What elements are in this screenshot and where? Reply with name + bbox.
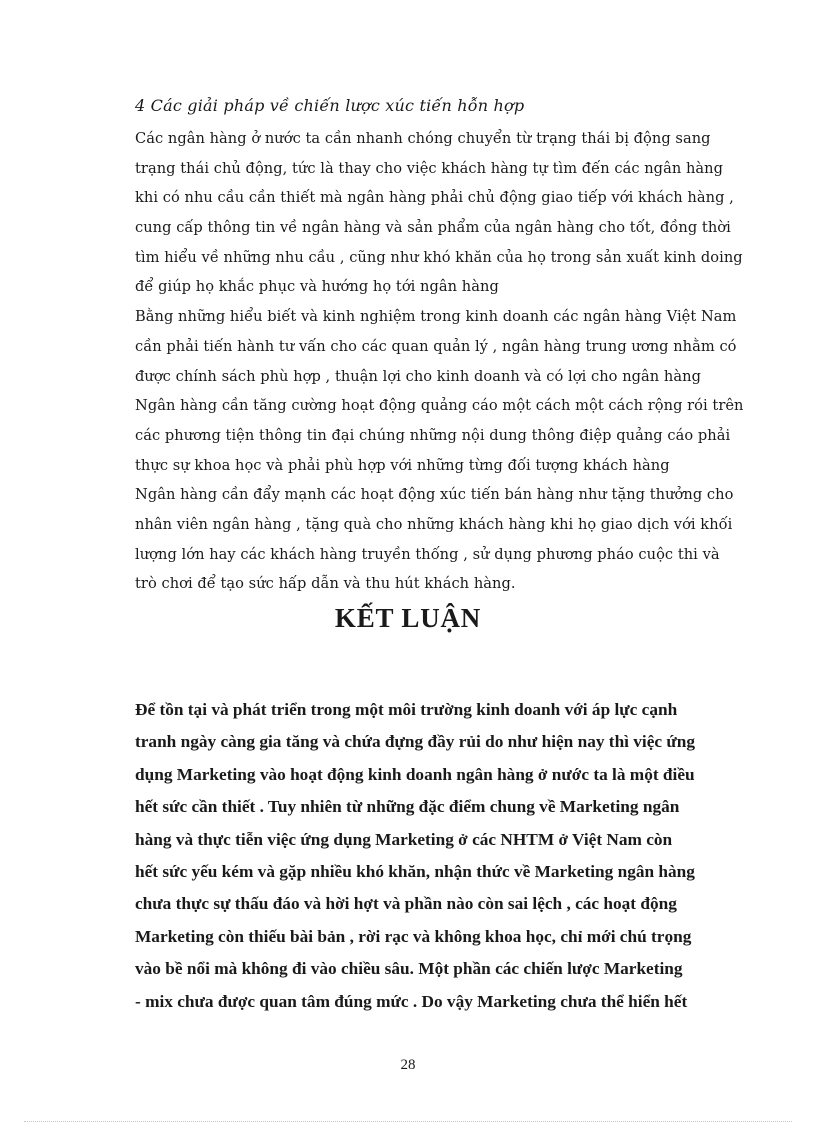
conclusion-title: KẾT LUẬN	[334, 603, 482, 633]
body-line: các phương tiện thông tin đại chúng những nội dung thông điệp quảng cáo phải	[135, 426, 731, 444]
conclusion-text	[135, 694, 720, 1018]
conclusion-line: Marketing còn thiếu bài bản , rời rạc và không khoa học, chỉ mới chú trọng	[135, 926, 692, 946]
conclusion-line: vào bề nổi mà không đi vào chiều sâu. Một phần các chiến lược Marketing	[135, 959, 683, 979]
body-line: để giúp họ khắc phục và hướng họ tới ngân hàng	[135, 278, 499, 296]
conclusion-line: hết sức yếu kém và gặp nhiều khó khăn, nhận thức về Marketing ngân hàng	[135, 861, 695, 881]
conclusion-line: Để tồn tại và phát triển trong một môi trường kinh doanh với áp lực cạnh	[135, 700, 678, 719]
page-number: 28	[400, 1057, 416, 1073]
conclusion-line: tranh ngày càng gia tăng và chứa đựng đầy rủi do như hiện nay thì việc ứng	[135, 732, 696, 752]
conclusion-line: chưa thực sự thấu đáo và hời hợt và phần nào còn sai lệch , các hoạt động	[135, 894, 677, 914]
body-line: được chính sách phù hợp , thuận lợi cho kinh doanh và có lợi cho ngân hàng	[135, 367, 701, 385]
body-text	[135, 124, 744, 599]
page-bottom-divider	[24, 1121, 792, 1122]
body-line: Ngân hàng cần đẩy mạnh các hoạt động xúc tiến bán hàng như tặng thưởng cho	[135, 486, 734, 504]
body-line: nhân viên ngân hàng , tặng quà cho những khách hàng khi họ giao dịch với khối	[135, 515, 733, 533]
body-line: khi có nhu cầu cần thiết mà ngân hàng phải chủ động giao tiếp với khách hàng ,	[135, 189, 734, 207]
section-heading: 4 Các giải pháp về chiến lược xúc tiến hỗn hợp	[135, 96, 525, 115]
body-line: thực sự khoa học và phải phù hợp với những từng đối tượng khách hàng	[135, 456, 670, 474]
body-line: Bằng những hiểu biết và kinh nghiệm trong kinh doanh các ngân hàng Việt Nam	[135, 308, 737, 326]
conclusion-line: - mix chưa được quan tâm đúng mức . Do vậy Marketing chưa thể hiển hết	[135, 991, 688, 1011]
conclusion-line: hết sức cần thiết . Tuy nhiên từ những đặc điểm chung về Marketing ngân	[135, 797, 680, 817]
body-line: tìm hiểu về những nhu cầu , cũng như khó khăn của họ trong sản xuất kinh doing	[135, 248, 743, 266]
body-line: trò chơi để tạo sức hấp dẫn và thu hút khách hàng.	[135, 575, 516, 593]
body-line: trạng thái chủ động, tức là thay cho việc khách hàng tự tìm đến các ngân hàng	[135, 159, 723, 177]
body-line: lượng lớn hay các khách hàng truyền thống , sử dụng phương pháo cuộc thi và	[135, 545, 720, 563]
body-line: cần phải tiến hành tư vấn cho các quan quản lý , ngân hàng trung ương nhằm có	[135, 337, 737, 355]
body-line: Ngân hàng cần tăng cường hoạt động quảng cáo một cách một cách rộng rói trên	[135, 397, 744, 415]
body-line: Các ngân hàng ở nước ta cần nhanh chóng chuyển từ trạng thái bị động sang	[135, 130, 711, 147]
body-line: cung cấp thông tin về ngân hàng và sản phẩm của ngân hàng cho tốt, đồng thời	[135, 219, 731, 237]
conclusion-line: dụng Marketing vào hoạt động kinh doanh ngân hàng ở nước ta là một điều	[135, 764, 695, 784]
conclusion-line: hàng và thực tiễn việc ứng dụng Marketing ở các NHTM ở Việt Nam còn	[135, 829, 673, 849]
